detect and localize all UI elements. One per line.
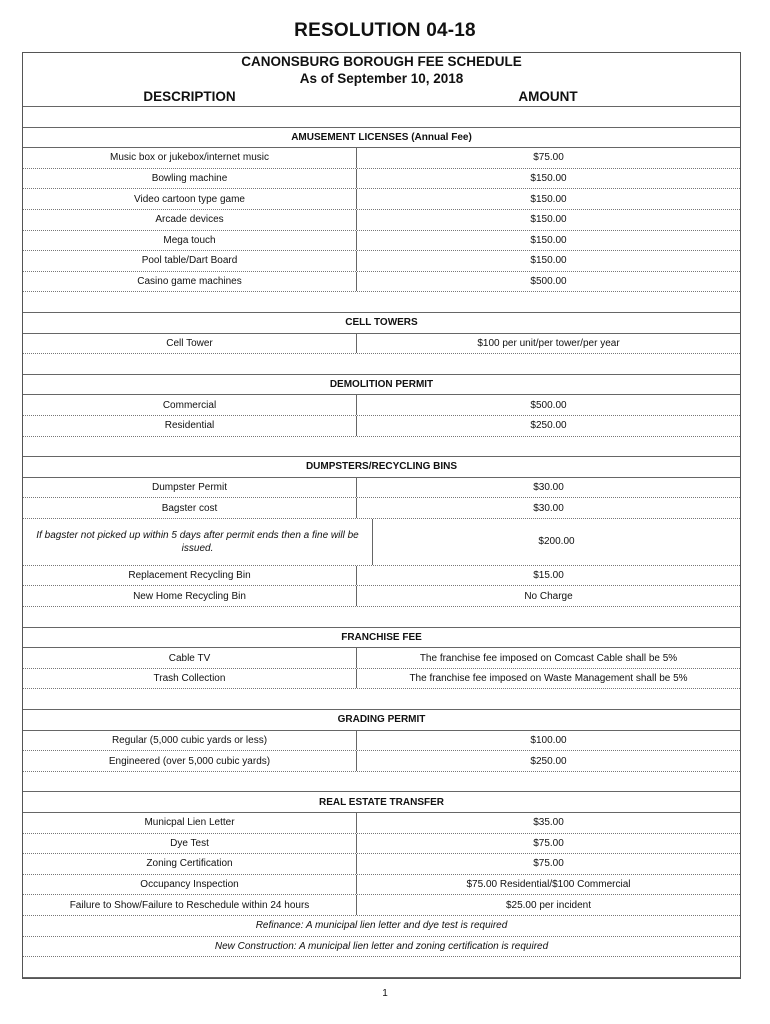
fee-description: Music box or jukebox/internet music [23,148,357,168]
fee-amount: $30.00 [533,481,564,493]
fee-description: Trash Collection [23,669,357,689]
fee-amount: No Charge [524,590,573,602]
fee-row [23,731,740,752]
fee-description: Replacement Recycling Bin [23,566,357,586]
fee-row [23,834,740,855]
section-heading: AMUSEMENT LICENSES (Annual Fee) [23,128,740,149]
column-header-row [23,87,740,107]
fee-amount: $30.00 [533,502,564,514]
as-of-date: As of September 10, 2018 [299,71,464,86]
fee-description: Regular (5,000 cubic yards or less) [23,731,357,751]
fee-amount: $500.00 [530,399,567,411]
fee-row [23,648,740,669]
fee-amount: $500.00 [530,276,567,288]
fee-row [23,669,740,690]
fee-description: Cell Tower [23,334,357,354]
fee-description: Occupancy Inspection [23,875,357,895]
blank-row [23,689,740,710]
fee-row [23,251,740,272]
fee-row [23,751,740,772]
fee-description: Municpal Lien Letter [23,813,357,833]
fee-row [23,395,740,416]
fee-row [23,519,740,566]
fee-description: Residential [23,416,357,436]
blank-row [23,292,740,313]
blank-row [23,772,740,793]
fee-description: Mega touch [23,231,357,251]
fee-amount: $75.00 [533,152,564,164]
fee-amount: $15.00 [533,570,564,582]
section-heading: DEMOLITION PERMIT [23,375,740,396]
section-heading: CELL TOWERS [23,313,740,334]
description-column-header: DESCRIPTION [143,89,236,104]
fee-row [23,210,740,231]
fee-amount: The franchise fee imposed on Comcast Cable shall be 5% [419,652,678,664]
fee-amount: $200.00 [538,536,575,548]
sections-container [23,128,740,978]
section-heading: DUMPSTERS/RECYCLING BINS [23,457,740,478]
fee-amount: $250.00 [530,755,567,767]
fee-description: Arcade devices [23,210,357,230]
fee-description: Commercial [23,395,357,415]
fee-amount: $150.00 [530,193,567,205]
blank-row [23,607,740,628]
page-number: 1 [382,988,388,999]
section-heading: GRADING PERMIT [23,710,740,731]
fee-description: Bowling machine [23,169,357,189]
fee-amount: $75.00 Residential/$100 Commercial [466,879,631,891]
fee-row [23,231,740,252]
fee-description: Video cartoon type game [23,189,357,209]
fee-amount: $75.00 [533,837,564,849]
fee-row [23,895,740,916]
fee-row [23,189,740,210]
fee-amount: The franchise fee imposed on Waste Management shall be 5% [409,673,688,685]
fee-description: Engineered (over 5,000 cubic yards) [23,751,357,771]
fee-row [23,813,740,834]
fee-description: Failure to Show/Failure to Reschedule within 24 hours [23,895,357,915]
section-note: New Construction: A municipal lien letter and zoning certification is required [23,937,740,958]
fee-row [23,566,740,587]
fee-amount: $100.00 [530,734,567,746]
schedule-title: CANONSBURG BOROUGH FEE SCHEDULE [241,54,522,69]
section-heading: FRANCHISE FEE [23,628,740,649]
fee-row [23,586,740,607]
fee-row [23,169,740,190]
fee-description: Cable TV [23,648,357,668]
blank-row [23,437,740,458]
fee-row [23,148,740,169]
fee-row [23,416,740,437]
fee-row [23,272,740,293]
fee-row [23,854,740,875]
section-note: Refinance: A municipal lien letter and dye test is required [23,916,740,937]
fee-row [23,875,740,896]
fee-amount: $150.00 [530,255,567,267]
fee-description: Pool table/Dart Board [23,251,357,271]
fee-row [23,478,740,499]
fee-row [23,498,740,519]
fee-description: New Home Recycling Bin [23,586,357,606]
blank-row [23,107,740,128]
fee-description: Bagster cost [23,498,357,518]
fee-amount: $75.00 [533,858,564,870]
fee-amount: $150.00 [530,173,567,185]
fee-description: Casino game machines [23,272,357,292]
fee-description: If bagster not picked up within 5 days after permit ends then a fine will be issued. [23,519,373,565]
amount-column-header: AMOUNT [518,89,578,104]
fee-amount: $250.00 [530,420,567,432]
blank-row [23,957,740,978]
section-heading: REAL ESTATE TRANSFER [23,792,740,813]
page-title: RESOLUTION 04-18 [294,20,476,41]
fee-amount: $35.00 [533,817,564,829]
fee-schedule-table [22,52,741,979]
fee-description: Dye Test [23,834,357,854]
fee-amount: $150.00 [530,214,567,226]
fee-amount: $25.00 per incident [505,899,592,911]
fee-amount: $150.00 [530,234,567,246]
blank-row [23,354,740,375]
fee-row [23,334,740,355]
fee-description: Zoning Certification [23,854,357,874]
fee-description: Dumpster Permit [23,478,357,498]
fee-amount: $100 per unit/per tower/per year [477,337,620,349]
